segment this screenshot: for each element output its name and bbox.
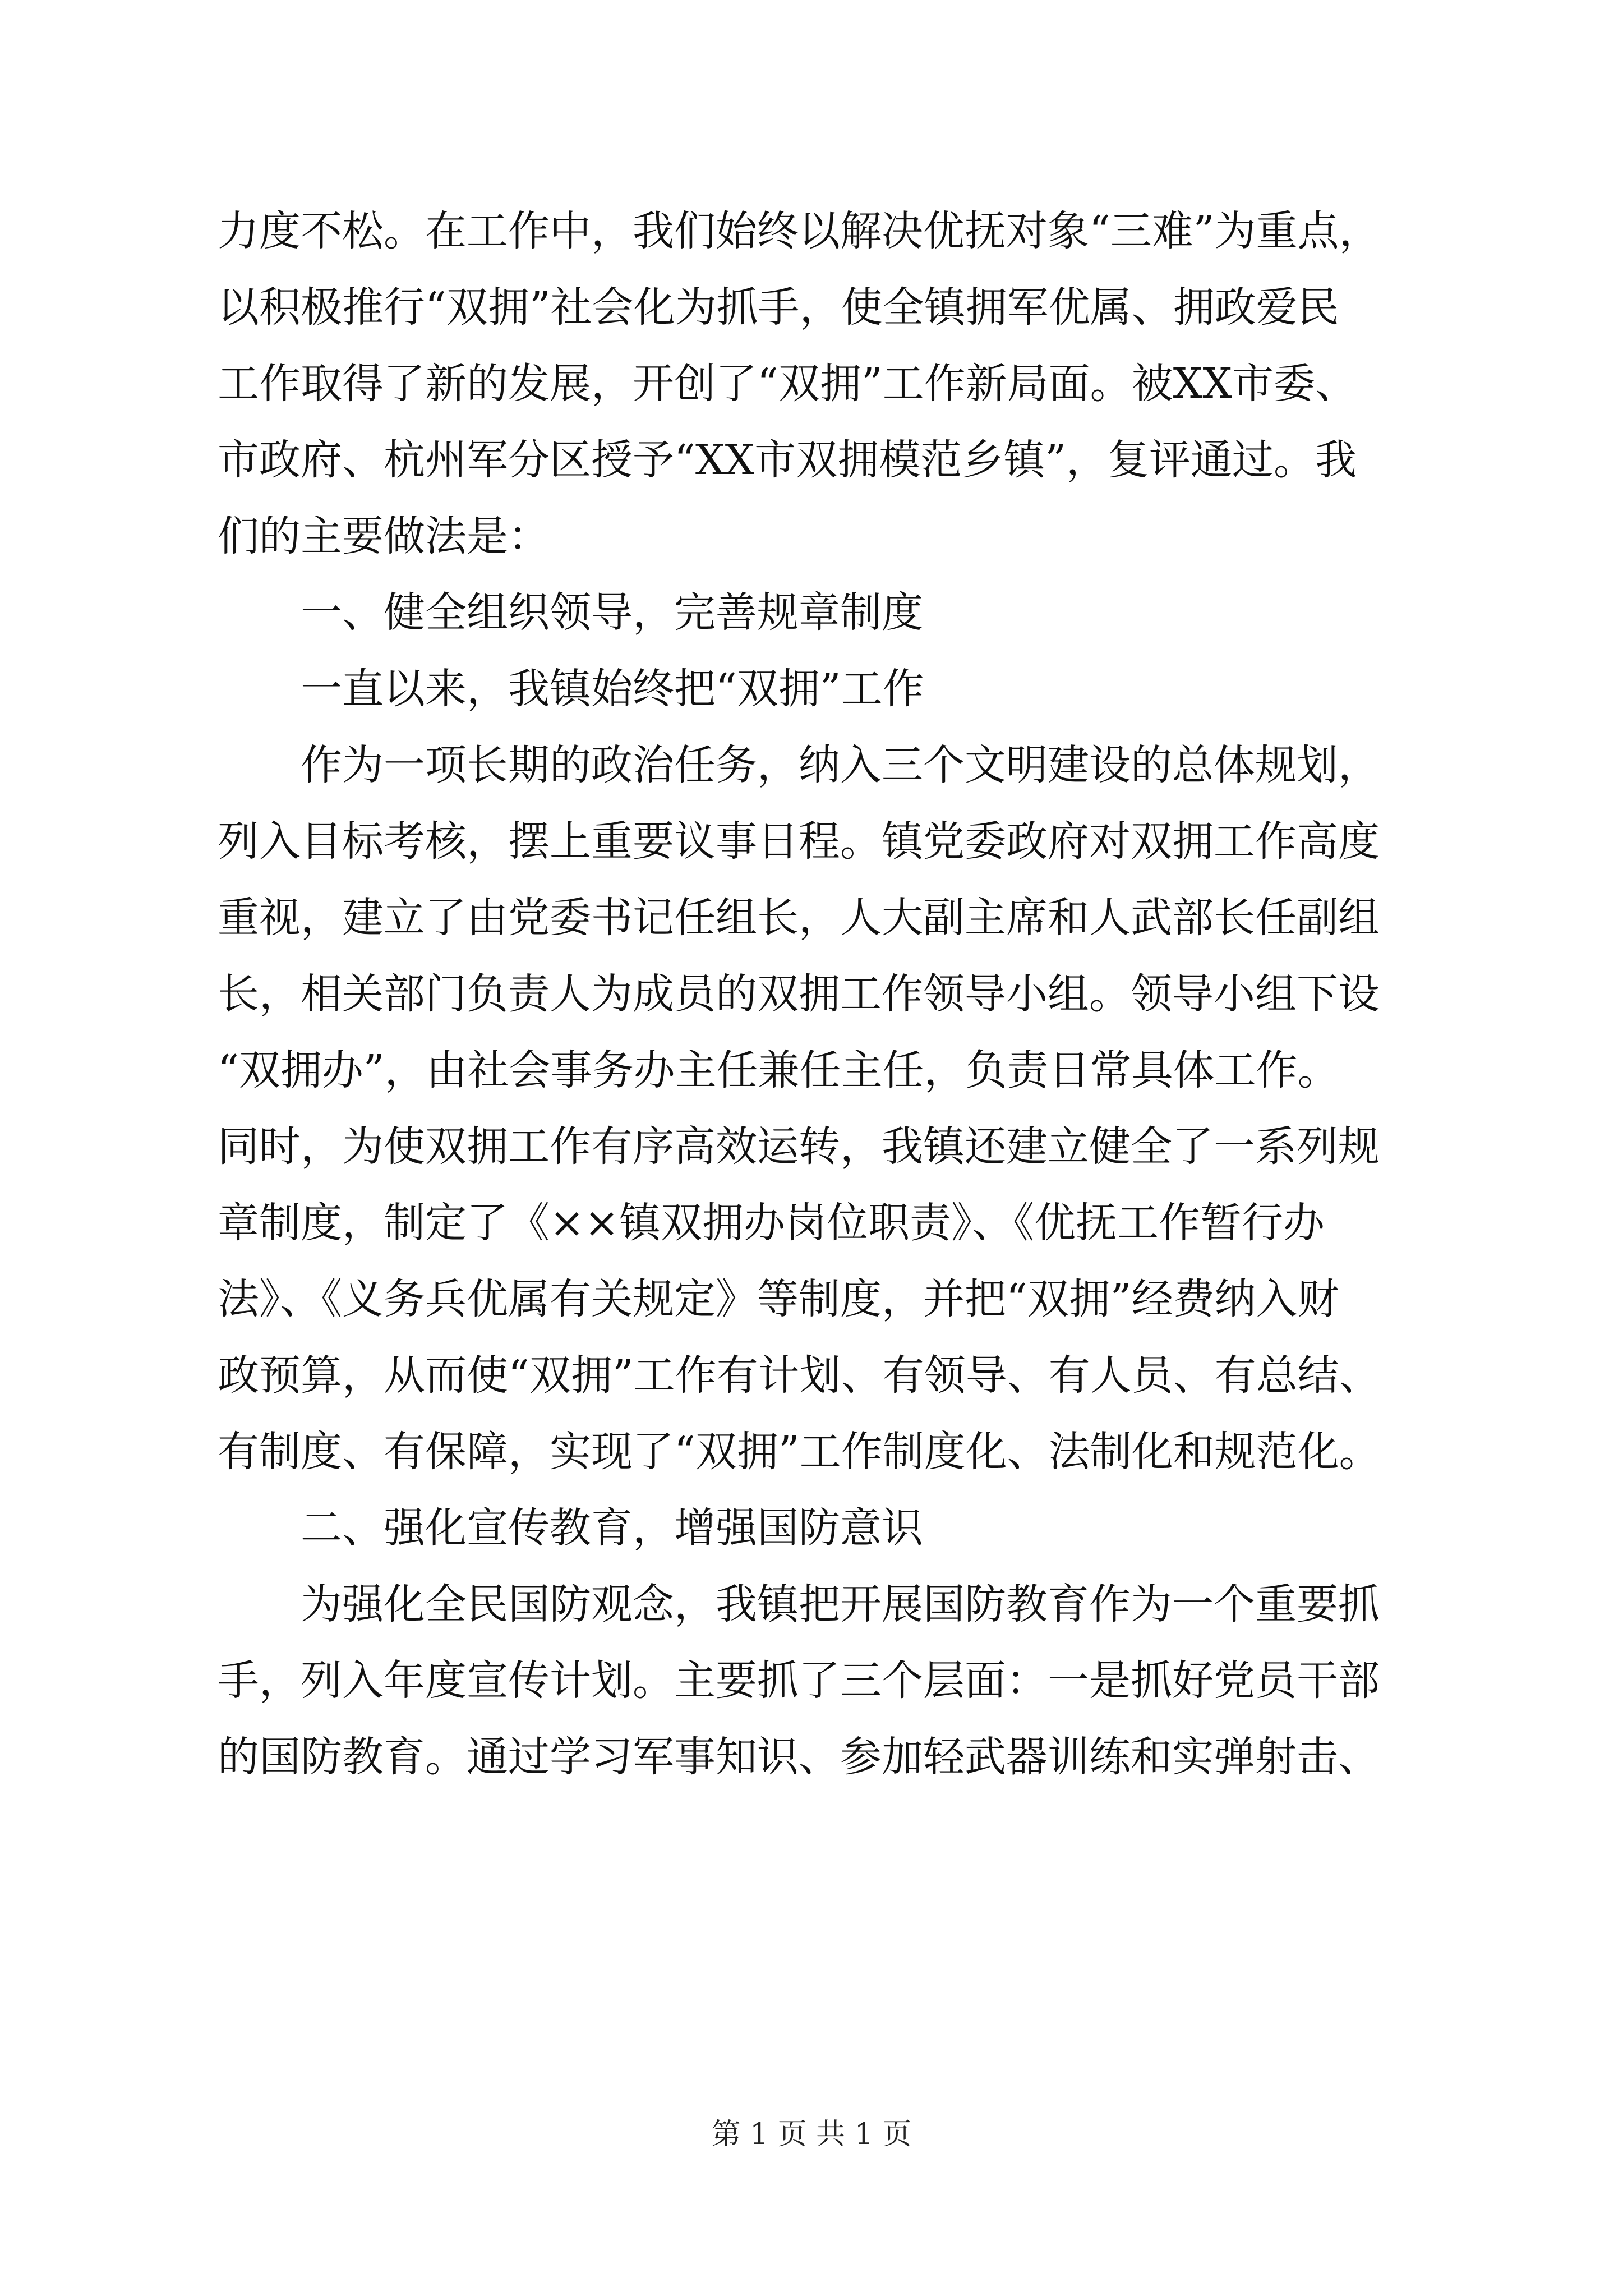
text-line: 们的主要做法是： [218,512,550,560]
text-line: 市政府、杭州军分区授予“XX市双拥模范乡镇”，复评通过。我 [218,436,1357,484]
text-line: 工作取得了新的发展，开创了“双拥”工作新局面。被XX市委、 [218,360,1357,408]
text-line: 同时，为使双拥工作有序高效运转，我镇还建立健全了一系列规 [218,1122,1380,1171]
text-line: 章制度，制定了《××镇双拥办岗位职责》、《优抚工作暂行办 [218,1199,1325,1247]
text-line: 政预算，从而使“双拥”工作有计划、有领导、有人员、有总结、 [218,1351,1381,1400]
text-line: 以积极推行“双拥”社会化为抓手，使全镇拥军优属、拥政爱民 [218,283,1339,332]
text-line: 法》、《义务兵优属有关规定》等制度，并把“双拥”经费纳入财 [218,1275,1339,1323]
section-heading: 一、健全组织领导，完善规章制度 [301,588,923,637]
text-line: 手，列入年度宣传计划。主要抓了三个层面：一是抓好党员干部 [218,1657,1380,1705]
text-line: 重视，建立了由党委书记任组长，人大副主席和人武部长任副组 [218,894,1380,942]
text-line: 一直以来，我镇始终把“双拥”工作 [301,665,924,713]
page-footer: 第 1 页 共 1 页 [711,2118,912,2151]
section-heading: 二、强化宣传教育，增强国防意识 [301,1504,923,1552]
text-line: 有制度、有保障，实现了“双拥”工作制度化、法制化和规范化。 [218,1428,1381,1476]
text-line: 作为一项长期的政治任务，纳入三个文明建设的总体规划， [301,741,1380,789]
text-line: “双拥办”，由社会事务办主任兼任主任，负责日常具体工作。 [218,1046,1339,1094]
text-line: 为强化全民国防观念，我镇把开展国防教育作为一个重要抓 [301,1580,1380,1628]
text-line: 力度不松。在工作中，我们始终以解决优抚对象“三难”为重点， [218,207,1381,255]
text-line: 的国防教育。通过学习军事知识、参加轻武器训练和实弹射击、 [218,1733,1380,1781]
text-line: 长，相关部门负责人为成员的双拥工作领导小组。领导小组下设 [218,970,1380,1018]
text-line: 列入目标考核，摆上重要议事日程。镇党委政府对双拥工作高度 [218,817,1380,866]
